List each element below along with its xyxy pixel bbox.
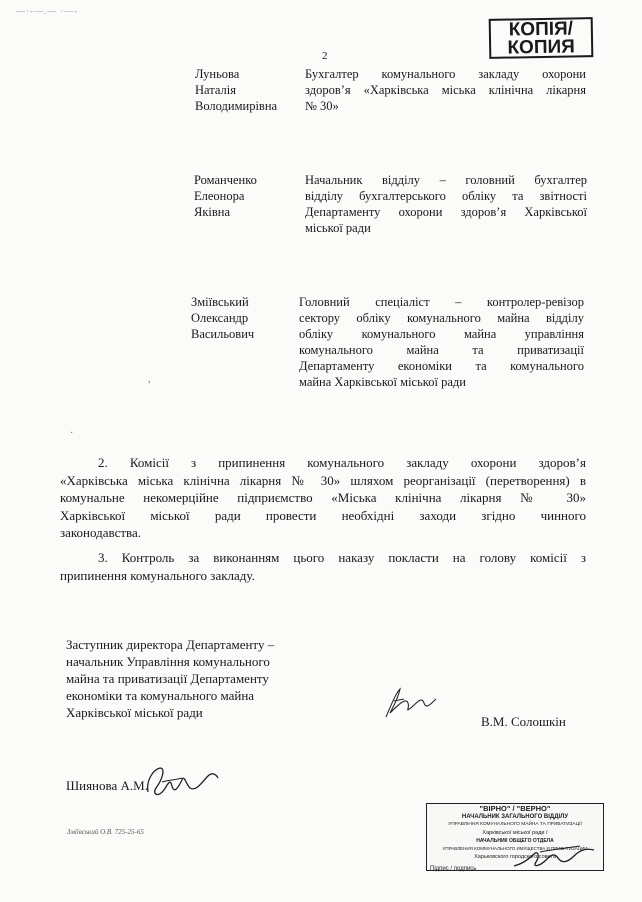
director-signature <box>378 683 448 723</box>
scan-speck: , <box>148 374 151 385</box>
member-role: Головний спеціаліст – контролер-ревізор сектору обліку комунального майна відділу обліку комунального майна управління комунального майна та приватизації Департаменту економіки та комунального майна Харківської міської ради <box>299 295 584 389</box>
member-role: Начальник відділу – головний бухгалтер відділу бухгалтерського обліку та звітності Департаменту охорони здоров’я Харківської міської ради <box>305 173 587 235</box>
member-role: Бухгалтер комунального закладу охорони здоров’я «Харківська міська клінічна лікарня № 30» <box>305 67 586 113</box>
verno-stamp: "ВІРНО" / "ВЕРНО" НАЧАЛЬНИК ЗАГАЛЬНОГО ВІДДІЛУ УПРАВЛІННЯ КОМУНАЛЬНОГО МАЙНА ТА ПРИВАТИЗАЦІЇ Харківської міської ради / НАЧАЛЬНИК ОБЩЕГО ОТДЕЛА УПРАВЛЕНИЯ КОММУНАЛЬНОГО ИМУЩЕСТВА И ПРИВАТИЗАЦИИ Харьковского городского совета Підпис / подпись <box>426 803 604 871</box>
scan-speck: · <box>70 428 74 439</box>
copy-stamp-line-1: КОПІЯ/ <box>508 18 574 41</box>
member-name: Зміївський Олександр Васильович <box>191 295 255 341</box>
page-number: 2 <box>322 50 328 62</box>
signer-position: Заступник директора Департаменту – начальник Управління комунального майна та приватизації Департаменту економіки та комунального майна Харківської міської ради <box>66 637 275 720</box>
clause-2: 2. Комісії з припинення комунального закладу охорони здоров’я «Харківська міська клінічна лікарня № 30» шляхом реорганізації (перетворення) в комунальне некомерційне підприємство «Міська клінічна лікарня № 30» Харківської міської ради провести необхідні заходи згідно чинного законодавства. <box>60 455 586 540</box>
signer-name: В.М. Солошкін <box>481 714 566 729</box>
scan-mark: —·-—.— ·—- <box>16 6 79 16</box>
executor-phone: Зміївський О.В. 725-25-65 <box>67 828 144 836</box>
member-name: Романченко Елеонора Яківна <box>194 173 257 219</box>
copy-stamp-line-2: КОПИЯ <box>507 36 576 59</box>
copy-stamp <box>489 17 594 59</box>
executor-signature <box>142 762 222 804</box>
stamp-signature <box>510 842 600 874</box>
member-name: Луньова Наталія Володимирівна <box>195 67 278 113</box>
executor-name: Шиянова А.М. <box>66 778 148 793</box>
clause-3: 3. Контроль за виконанням цього наказу покласти на голову комісії з припинення комунального закладу. <box>60 550 586 583</box>
